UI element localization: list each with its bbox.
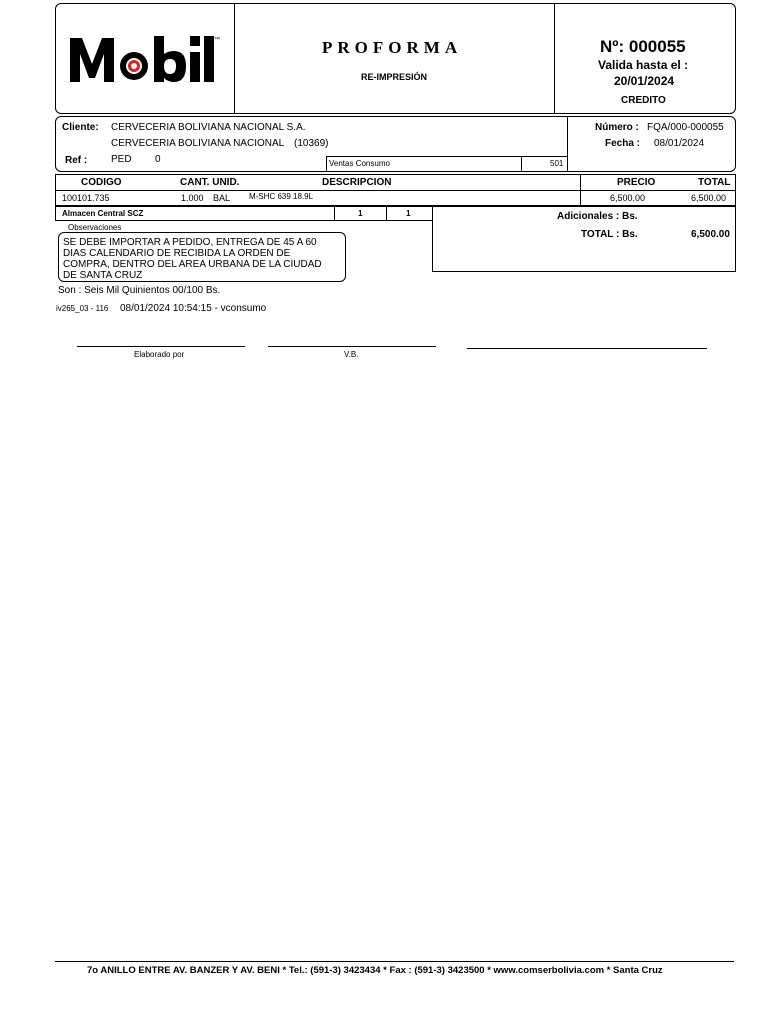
header-codigo: CODIGO — [81, 177, 122, 188]
row-cantidad: 1.000 — [181, 193, 204, 203]
total-label: TOTAL : Bs. — [581, 229, 638, 240]
numero-value: FQA/000-000055 — [647, 122, 724, 133]
ref-value: 0 — [155, 154, 161, 165]
vb-label: V.B. — [344, 350, 359, 359]
observation-line: COMPRA, DENTRO DEL AREA URBANA DE LA CIUDAD — [63, 259, 322, 270]
observations-text — [63, 237, 345, 281]
observations-label: Observaciones — [68, 223, 122, 232]
fecha-value: 08/01/2024 — [654, 138, 705, 149]
signature-line-vb — [268, 346, 436, 347]
valid-label: Valida hasta el : — [598, 58, 689, 72]
numero-label: Número : — [595, 122, 639, 133]
warehouse-name: Almacen Central SCZ — [62, 209, 144, 218]
valid-date: 20/01/2024 — [614, 74, 675, 88]
mobil-logo-icon — [68, 30, 228, 90]
observation-line: SE DEBE IMPORTAR A PEDIDO, ENTREGA DE 45 A 60 — [63, 237, 317, 248]
logo-tm: ™ — [214, 37, 220, 43]
son-text: Son : Seis Mil Quinientos 00/100 Bs. — [58, 285, 221, 296]
doc-subtitle: RE-IMPRESIÓN — [361, 72, 428, 82]
sales-code: 501 — [550, 159, 564, 168]
elaborado-label: Elaborado por — [134, 350, 185, 359]
mobil-logo — [68, 30, 228, 90]
adicionales-label: Adicionales : Bs. — [557, 211, 638, 222]
ref-type: PED — [111, 154, 132, 165]
row-codigo: 100101.735 — [62, 193, 110, 203]
observation-line: DIAS CALENDARIO DE RECIBIDA LA ORDEN DE — [63, 248, 291, 259]
footer-address: 7o ANILLO ENTRE AV. BANZER Y AV. BENI * Tel.: (591-3) 3423434 * Fax : (591-3) 3423500 * www.comserbolivia.com * Santa Cruz — [87, 965, 663, 976]
doc-title: PROFORMA — [322, 38, 463, 57]
payment-type: CREDITO — [621, 95, 666, 106]
total-value: 6,500.00 — [691, 229, 730, 240]
row-descripcion: M-SHC 639 18.9L — [249, 192, 314, 201]
row-unidad: BAL — [213, 193, 231, 203]
cliente-name: CERVECERIA BOLIVIANA NACIONAL S.A. — [111, 122, 306, 133]
warehouse-qty2: 1 — [406, 209, 411, 218]
warehouse-qty1: 1 — [358, 209, 363, 218]
meta-timestamp: 08/01/2024 10:54:15 - vconsumo — [120, 303, 267, 314]
sales-channel: Ventas Consumo — [329, 159, 390, 168]
cliente-alt: CERVECERIA BOLIVIANA NACIONAL — [111, 138, 285, 149]
header-descripcion: DESCRIPCION — [322, 177, 392, 188]
meta-code: iv265_03 - 116 — [56, 304, 109, 313]
row-total: 6,500.00 — [691, 193, 727, 203]
ref-label: Ref : — [65, 155, 88, 166]
header-total: TOTAL — [698, 177, 731, 188]
proforma-number: Nº: 000055 — [600, 37, 686, 56]
signature-line-elaborado — [77, 346, 245, 347]
footer-rule — [55, 961, 734, 962]
fecha-label: Fecha : — [605, 138, 641, 149]
row-precio: 6,500.00 — [610, 193, 646, 203]
cliente-label: Cliente: — [62, 122, 99, 133]
observation-line: DE SANTA CRUZ — [63, 270, 143, 281]
header-precio: PRECIO — [617, 177, 656, 188]
header-cant-unid: CANT. UNID. — [180, 177, 240, 188]
cliente-code: (10369) — [294, 138, 329, 149]
signature-line-extra — [467, 348, 707, 349]
